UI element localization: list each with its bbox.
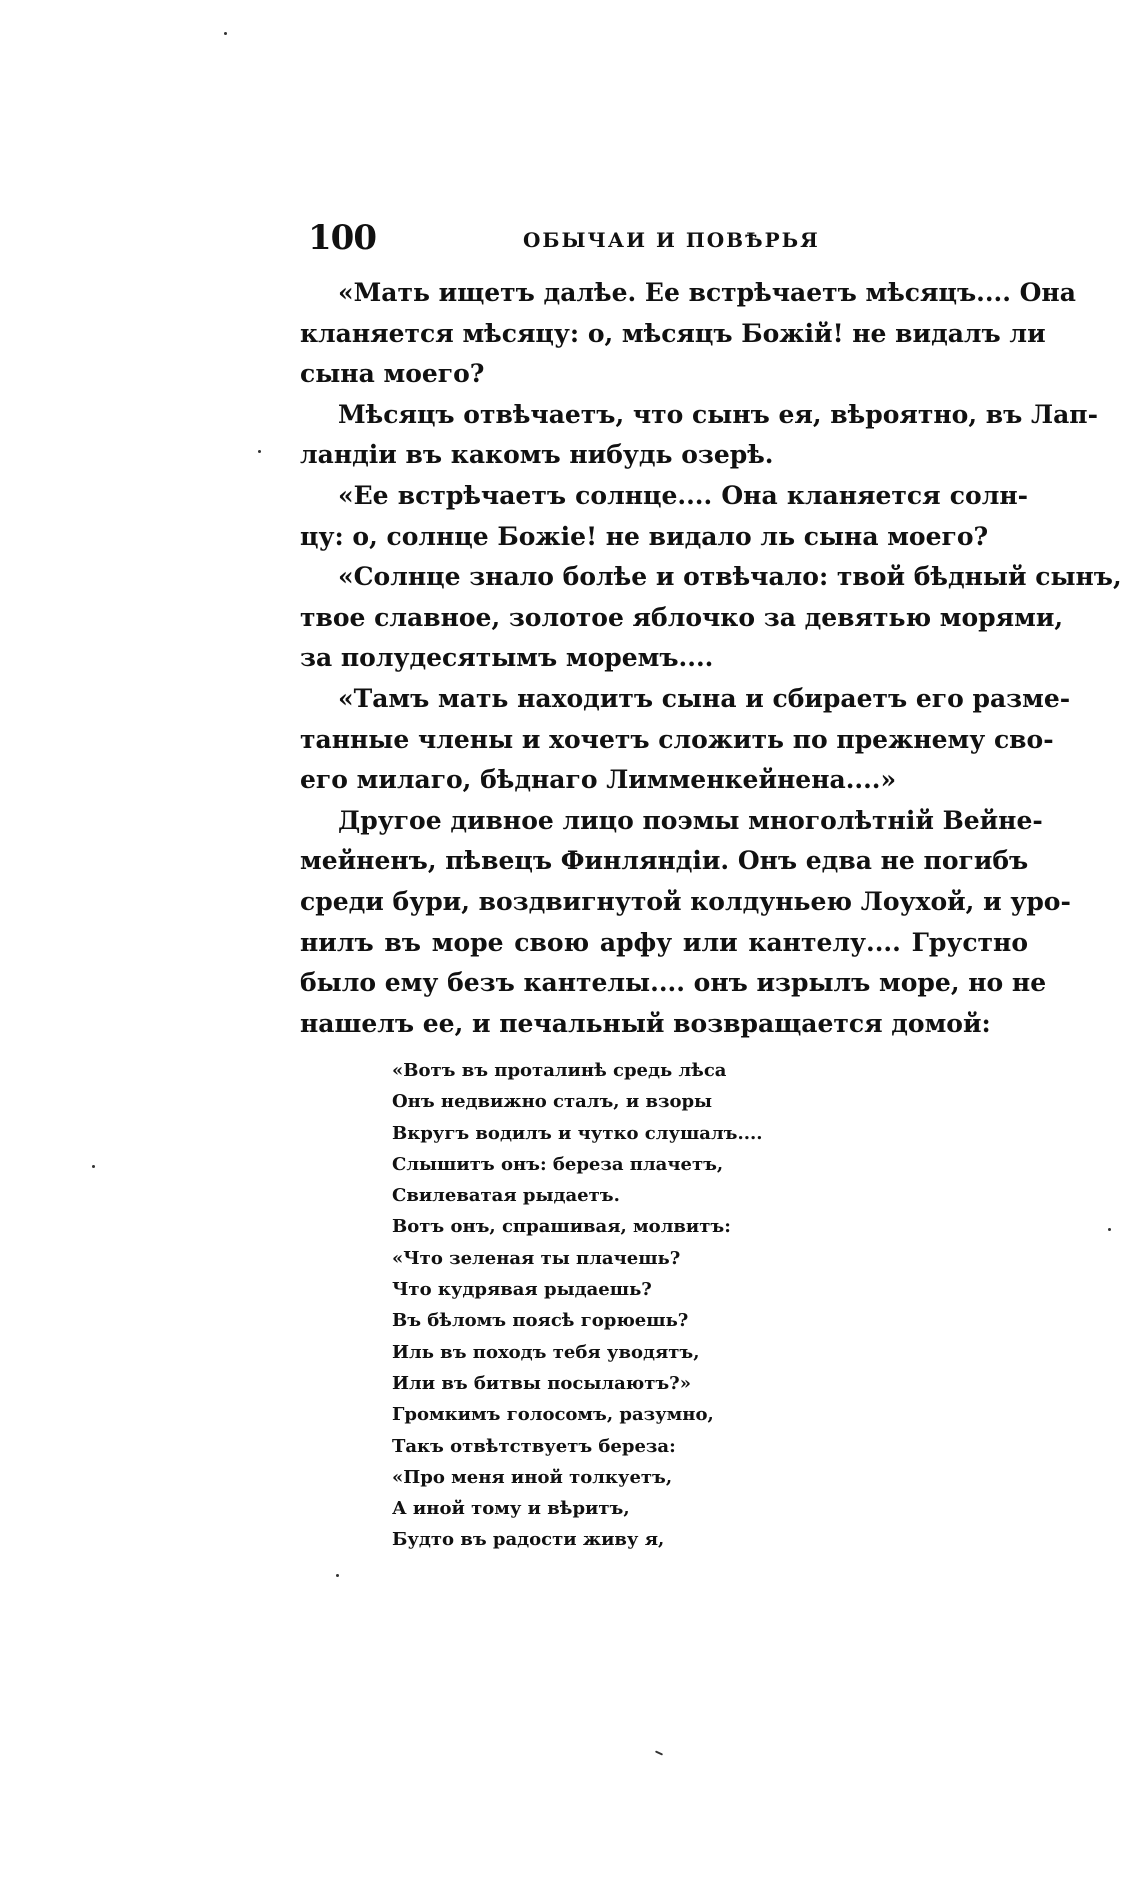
verse-line: Будто въ радости живу я, — [392, 1529, 665, 1551]
verse-line: «Про меня иной толкуетъ, — [392, 1466, 673, 1488]
prose-line: танные члены и хочетъ сложить по прежнему сво- — [300, 724, 1054, 754]
prose-line: ландіи въ какомъ нибудь озерѣ. — [300, 440, 774, 470]
prose-line: Другое дивное лицо поэмы многолѣтній Вейне- — [338, 805, 1043, 835]
prose-block — [300, 273, 1122, 1044]
scan-speck — [224, 32, 227, 35]
page-number: 100 — [308, 218, 376, 258]
prose-line: цу: о, солнце Божіе! не видало ль сына моего? — [300, 521, 989, 551]
verse-line: Громкимъ голосомъ, разумно, — [392, 1404, 714, 1426]
prose-line: твое славное, золотое яблочко за девятью морями, — [300, 602, 1064, 632]
verse-line: А иной тому и вѣритъ, — [392, 1498, 630, 1520]
prose-line: было ему безъ кантелы.... онъ изрылъ море, но не — [300, 968, 1047, 998]
prose-line: его милаго, бѣднаго Лимменкейнена....» — [300, 765, 897, 795]
scan-speck — [258, 450, 261, 453]
prose-line: мейненъ, пѣвецъ Финляндіи. Онъ едва не погибъ — [300, 846, 1029, 876]
scan-speck — [92, 1165, 95, 1168]
verse-line: Такъ отвѣтствуетъ береза: — [392, 1435, 676, 1457]
prose-line: среди бури, воздвигнутой колдуньею Лоухой, и уро- — [300, 886, 1071, 916]
verse-line: «Что зеленая ты плачешь? — [392, 1247, 681, 1269]
verse-line: Что кудрявая рыдаешь? — [392, 1279, 652, 1301]
verse-line: Или въ битвы посылаютъ?» — [392, 1372, 691, 1394]
prose-line: нашелъ ее, и печальный возвращается домой: — [300, 1008, 991, 1038]
verse-line: Слышитъ онъ: береза плачетъ, — [392, 1153, 724, 1175]
prose-line: «Тамъ мать находитъ сына и сбираетъ его разме- — [338, 683, 1071, 713]
scan-speck — [336, 1574, 339, 1577]
running-head: ОБЫЧАИ И ПОВѢРЬЯ — [523, 228, 820, 252]
prose-line: «Ее встрѣчаетъ солнце.... Она кланяется солн- — [338, 480, 1028, 510]
prose-line: «Солнце знало болѣе и отвѣчало: твой бѣдный сынъ, — [338, 562, 1122, 592]
verse-line: Вотъ онъ, спрашивая, молвитъ: — [392, 1216, 731, 1238]
prose-line: «Мать ищетъ далѣе. Ее встрѣчаетъ мѣсяцъ.... Она — [338, 278, 1076, 307]
scan-speck — [1108, 1228, 1111, 1231]
verse-line: Въ бѣломъ поясѣ горюешь? — [392, 1310, 689, 1332]
prose-line: сына моего? — [300, 359, 485, 389]
prose-line: за полудесятымъ моремъ.... — [300, 643, 714, 673]
prose-line: нилъ въ море свою арфу или кантелу.... Грустно — [300, 927, 1028, 957]
prose-line: кланяется мѣсяцу: о, мѣсяцъ Божій! не видалъ ли — [300, 318, 1046, 348]
prose-line: Мѣсяцъ отвѣчаетъ, что сынъ ея, вѣроятно, въ Лап- — [338, 399, 1098, 429]
verse-line: Онъ недвижно сталъ, и взоры — [392, 1091, 713, 1113]
verse-line: «Вотъ въ проталинѣ средь лѣса — [392, 1060, 727, 1081]
scan-speck — [655, 1750, 663, 1755]
verse-block — [392, 1055, 832, 1556]
verse-line: Вкругъ водилъ и чутко слушалъ.... — [392, 1122, 763, 1144]
verse-line: Иль въ походъ тебя уводятъ, — [392, 1341, 700, 1363]
verse-line: Свилеватая рыдаетъ. — [392, 1185, 620, 1207]
